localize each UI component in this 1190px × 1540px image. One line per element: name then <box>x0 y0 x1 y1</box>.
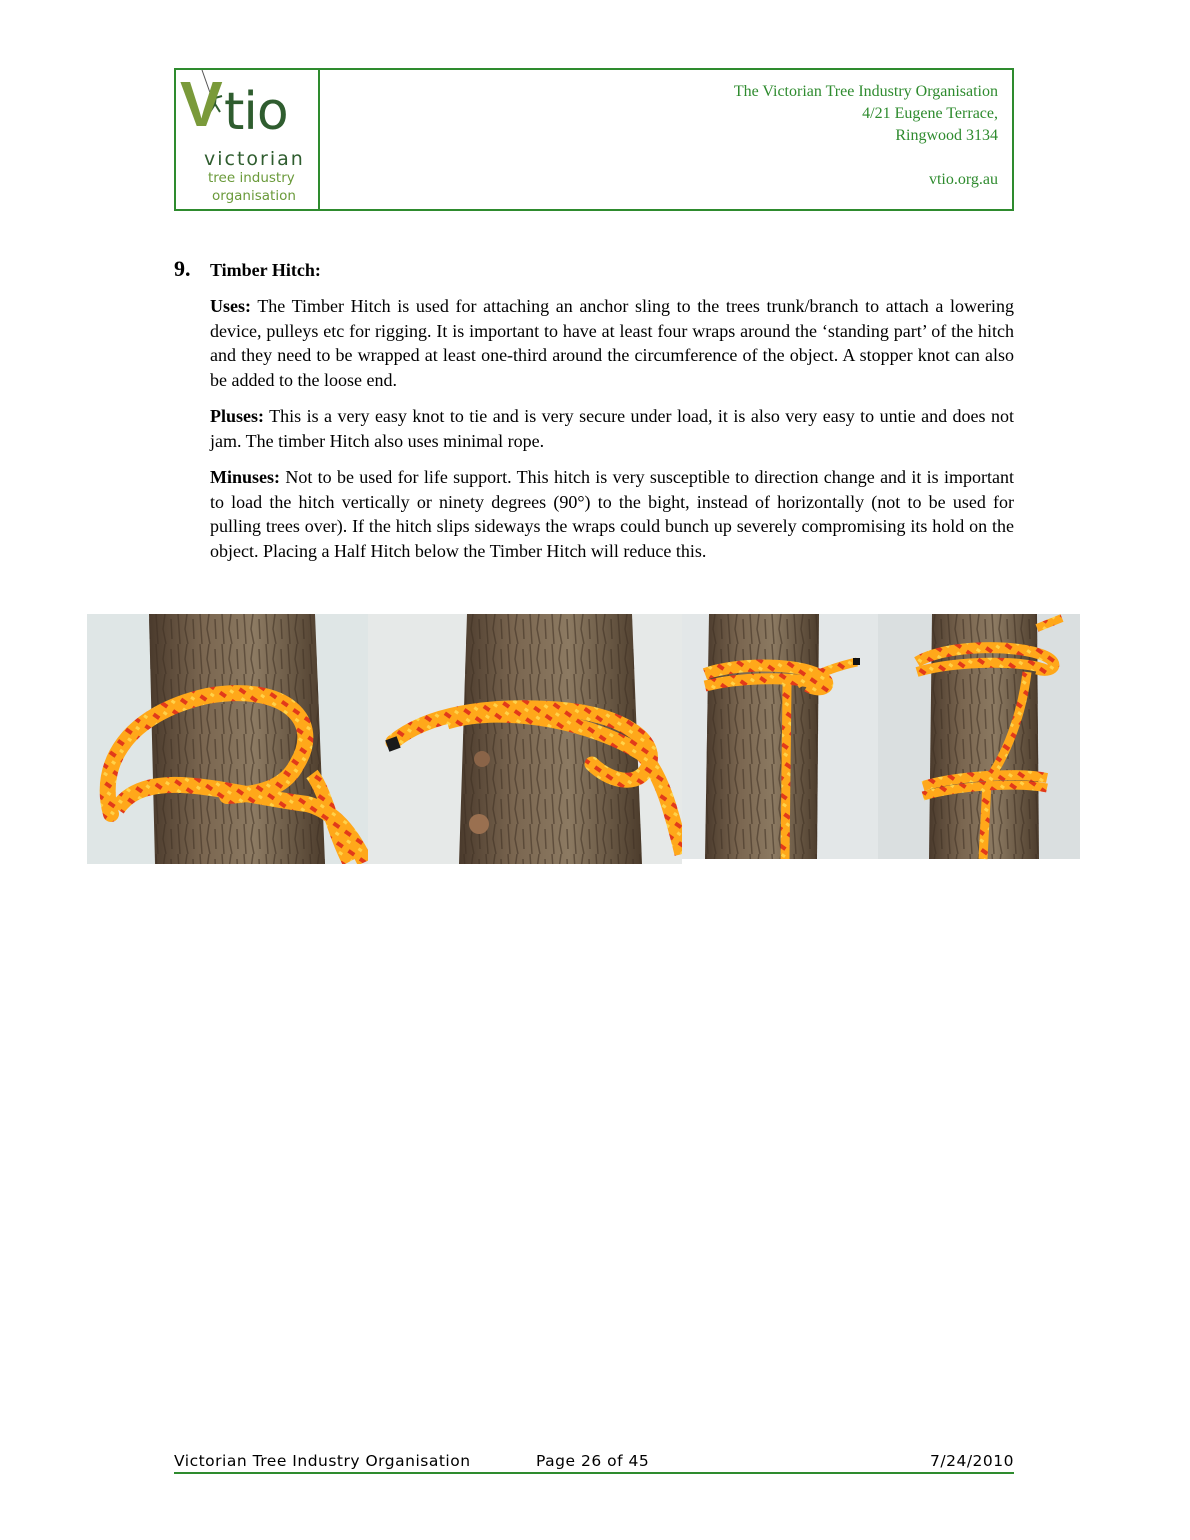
vtio-logo <box>176 70 320 209</box>
footer-date: 7/24/2010 <box>930 1452 1014 1470</box>
logo-mark-tio: tio <box>224 82 288 142</box>
minuses-label: Minuses: <box>210 467 281 487</box>
letterhead <box>174 68 1014 211</box>
uses-text: The Timber Hitch is used for attaching an anchor sling to the trees trunk/branch to attach a lowering device, pulleys etc for rigging. It is important to have at least four wraps around the ‘standing part’ of the hitch and they need to be wrapped at least one-third around the circumference of the object. A stopper knot can also be added to the loose end. <box>210 296 1014 390</box>
minuses-text: Not to be used for life support. This hitch is very susceptible to direction change and it is important to load the hitch vertically or ninety degrees (90°) to the bight, instead of horizontally (not to be used for pulling trees over). If the hitch slips sideways the wraps could bunch up severely compromising its hold on the object. Placing a Half Hitch below the Timber Hitch will reduce this. <box>210 467 1014 561</box>
website: vtio.org.au <box>928 171 998 188</box>
uses-paragraph <box>210 294 1014 392</box>
org-name: The Victorian Tree Industry Organisation <box>733 83 998 100</box>
section-title: Timber Hitch: <box>210 260 321 280</box>
address-line-1: 4/21 Eugene Terrace, <box>862 105 998 122</box>
timber-hitch-photos <box>87 614 1080 864</box>
footer-org: Victorian Tree Industry Organisation <box>174 1452 471 1470</box>
pluses-label: Pluses: <box>210 406 264 426</box>
minuses-paragraph <box>210 465 1014 563</box>
photo-step-3 <box>682 614 878 864</box>
org-contact-block <box>734 81 998 191</box>
pluses-paragraph <box>210 404 1014 453</box>
footer-divider <box>174 1472 1014 1474</box>
uses-label: Uses: <box>210 296 251 316</box>
address-line-2: Ringwood 3134 <box>895 127 998 144</box>
logo-line-victorian: victorian <box>204 148 305 170</box>
section-number: 9. <box>174 256 191 281</box>
pluses-text: This is a very easy knot to tie and is very secure under load, it is also very easy to untie and does not jam. The timber Hitch also uses minimal rope. <box>210 406 1014 451</box>
logo-mark-v: V <box>180 68 223 140</box>
logo-line-tree-industry: tree industry <box>208 170 295 186</box>
logo-line-organisation: organisation <box>212 188 296 204</box>
photo-step-2 <box>368 614 682 864</box>
footer-page-number: Page 26 of 45 <box>536 1452 650 1470</box>
photo-step-1 <box>87 614 368 864</box>
photo-step-4 <box>878 614 1080 859</box>
